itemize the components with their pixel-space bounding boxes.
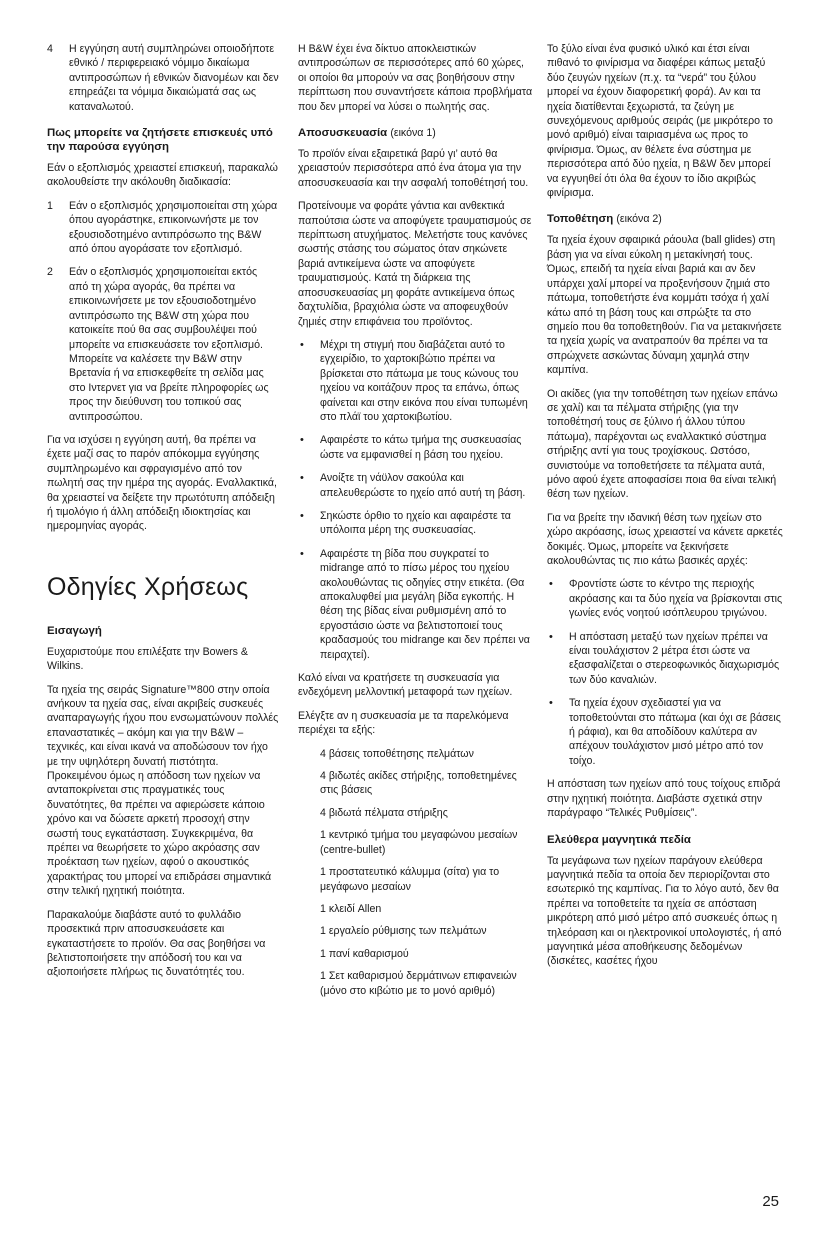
figure-reference: (εικόνα 1): [390, 127, 436, 140]
bullet-icon: •: [300, 509, 304, 522]
list-item: [547, 630, 783, 688]
bullet-icon: •: [549, 630, 553, 643]
list-item: [298, 433, 533, 462]
contents-item: 4 βάσεις τοποθέτησης πελμάτων: [320, 747, 474, 760]
unpack-paragraph: Προτείνουμε να φοράτε γάντια και ανθεκτικά παπούτσια ώστε να αποφύγετε τραυματισμούς σε περίπτωση ατυχήματος. Μελετήστε τους κανόνες σωστής στάσης του σώματος όταν σηκώνετε βαριά αντικείμενα ώστε να αποφύγετε τραυματισμούς. Κατά τη διάρκεια της αποσυσκευασίας μη φοράτε αντικείμενα όπως δαχτυλίδια, βραχιόλια ώστε να αποφευχθούν ζημιές στην επιφάνεια του προϊόντος.: [298, 200, 532, 328]
unpack-steps: [298, 338, 533, 662]
bullet-icon: •: [300, 547, 304, 560]
list-item-text: Τα ηχεία έχουν σχεδιαστεί για να τοποθετούνται στο πάτωμα (και όχι σε βάσεις ή ράφια), και θα αποδίδουν καλύτερα αν απέχουν τουλάχιστον μισό μέτρο από τον τοίχο.: [569, 697, 781, 767]
contents-item: 1 κεντρικό τμήμα του μεγαφώνου μεσαίων (centre-bullet): [320, 829, 518, 856]
keep-packaging-paragraph: Καλό είναι να κρατήσετε τη συσκευασία για ενδεχόμενη μελλοντική μεταφορά των ηχείων.: [298, 672, 513, 699]
network-paragraph: Η B&W έχει ένα δίκτυο αποκλειστικών αντιπροσώπων σε περισσότερες από 60 χώρες, οι οποίοι θα μπορούν να σας βοηθήσουν στην περίπτωση που συναντήσετε κάποια προβλήματα που δεν μπορεί να λύσει ο πωλητής σας.: [298, 43, 533, 113]
placement-paragraph: Τα ηχεία έχουν σφαιρικά ράουλα (ball glides) στη βάση για να είναι εύκολη η μετακίνησή τους. Όμως, επειδή τα ηχεία είναι βαριά και αν δεν υπάρχει χαλί μπορεί να προξενήσουν ζημιά στο πάτωμα, τοποθετήστε ένα κομμάτι τσόχα ή χαλί κάτω από τη βάση τους και σπρώξτε τα στο σημείο που θα τοποθετηθούν. Για να μετακινήσετε τα ηχεία χωρίς να ανατραπούν θα πρέπει να τα σπρώχνετε ασκώντας δύναμη χαμηλά στην καμπίνα.: [547, 234, 782, 377]
step-text: Εάν ο εξοπλισμός χρησιμοποιείται εκτός από τη χώρα αγοράς, θα πρέπει να επικοινωνήσετε με τον εξουσιοδοτημένο αντιπρόσωπο της B&W στη χώρα που κατοικείτε πού θα σας συμβουλέψει πού μπορείτε να επισκευάσετε τον εξοπλισμό. Μπορείτε να καλέσετε την B&W στην Βρετανία ή να επισκεφθείτε τη σελίδα μας στο Ιντερνετ για να βρείτε πληροφορίες ως προς την διεύθυνση του τοπικού σας αντιπροσώπου.: [69, 266, 269, 423]
list-item: [547, 696, 783, 768]
placement-paragraph: Για να βρείτε την ιδανική θέση των ηχείων στο χώρο ακρόασης, ίσως χρειαστεί να κάνετε αρκετές δοκιμές. Όμως, μπορείτε να ξεκινήσετε ακολουθώντας τις πιο κάτω βασικές αρχές:: [547, 511, 783, 567]
warranty-note: Για να ισχύσει η εγγύηση αυτή, θα πρέπει να έχετε μαζί σας το παρόν απόκομμα εγγύησης συμπληρωμένο και σφραγισμένο από τον πωλητή σας την ημέρα της αγοράς. Εναλλακτικά, θα χρειαστεί να δείξετε την πρωτότυπη απόδειξη ή τιμολόγιο ή άλλη απόδειξη ιδιοκτησίας και ημερομηνίας αγοράς.: [47, 433, 277, 533]
distance-paragraph: Η απόσταση των ηχείων από τους τοίχους επιδρά στην ηχητική ποιότητα. Διαβάστε σχετικά στην παράγραφο “Τελικές Ρυθμίσεις”.: [547, 778, 781, 820]
bullet-icon: •: [549, 697, 553, 710]
magnetic-paragraph: Τα μεγάφωνα των ηχείων παράγουν ελεύθερα μαγνητικά πεδία τα οποία δεν περιορίζονται στο εσωτερικό της καμπίνας. Για το λόγο αυτό, δεν θα πρέπει να τοποθετείτε τα ηχεία σε απόσταση μικρότερη από μισό μέτρο από συσκευές όπως η τηλεόραση και οι ηλεκτρονικοί υπολογιστές, ή από μαγνητικά μέσα αποθήκευσης δεδομένων (δισκέτες, κασέτες ήχου: [547, 854, 782, 968]
column-left: [47, 42, 279, 989]
warranty-item-4: [47, 42, 279, 114]
list-item: [547, 577, 783, 620]
step-number: 1: [47, 199, 53, 212]
contents-item: 1 κλειδί Allen: [320, 902, 382, 915]
list-item-text: Ανοίξτε τη νάϋλον σακούλα και απελευθερώστε το ηχείο από αυτή τη βάση.: [320, 472, 526, 499]
bullet-icon: •: [300, 338, 304, 351]
list-item-text: Σηκώστε όρθιο το ηχείο και αφαιρέστε τα υπόλοιπα μέρη της συσκευασίας.: [320, 509, 511, 537]
step-number: 2: [47, 266, 53, 279]
step-text: Εάν ο εξοπλισμός χρησιμοποιείται στη χώρα όπου αγοράστηκε, επικοινωνήστε με τον εξουσιοδοτημένο αντιπρόσωπο της B&W από όπου αγοράσατε τον εξοπλισμό.: [69, 199, 278, 256]
column-middle: [298, 42, 533, 1006]
placement-heading-text: Τοποθέτηση: [547, 213, 614, 226]
list-item: [298, 509, 533, 538]
unpack-heading: [298, 126, 533, 140]
repair-steps: [47, 199, 279, 424]
list-item-text: Η απόσταση μεταξύ των ηχείων πρέπει να είναι τουλάχιστον 2 μέτρα έτσι ώστε να εξασφαλίζεται ο στερεοφωνικός διαχωρισμός των δύο καναλιών.: [569, 630, 780, 686]
intro-paragraph: Τα ηχεία της σειράς Signature™800 στην οποία ανήκουν τα ηχεία σας, είναι ακριβείς συσκευές αναπαραγωγής ήχου που ενσωματώνουν πολλές επαναστατικές – ακόμη και για την B&W – τεχνικές, και είναι ικανά να αποδώσουν τον ήχο με την υψηλότερη δυνατή πιστότητα. Προκειμένου όμως η απόδοση των ηχείων να ανταποκρίνεται στις πραγματικές τους δυνατότητες, θα πρέπει να αφιερώσετε κάποιο χρόνο και να δώσετε αρκετή προσοχή στην σωστή τους εγκατάσταση. Συγκεκριμένα, θα πρέπει να θεωρήσετε το χώρο ακρόασης σαν προέκταση των ηχείων, αφού ο ακουστικός χαρακτήρας του μπορεί να επιδράσει σημαντικά στην τελική ηχητική ποιότητα.: [47, 683, 279, 898]
contents-item: 4 βιδωτές ακίδες στήριξης, τοποθετημένες στις βάσεις: [320, 770, 517, 797]
bullet-icon: •: [549, 578, 553, 591]
unpack-paragraph: Το προϊόν είναι εξαιρετικά βαρύ γι’ αυτό θα χρειαστούν περισσότερα από ένα άτομα για την αποσυσκευασία και την ασφαλή τοποθέτησή του.: [298, 148, 529, 189]
intro-paragraph: Ευχαριστούμε που επιλέξατε την Bowers & Wilkins.: [47, 645, 248, 673]
page-number: 25: [762, 1193, 779, 1210]
list-item: [298, 547, 533, 662]
column-right: [547, 42, 783, 978]
list-item-text: Μέχρι τη στιγμή που διαβάζεται αυτό το εγχειρίδιο, το χαρτοκιβώτιο πρέπει να βρίσκεται στο πάτωμα με τους κώνους του ηχείου να κοιτάζουν προς τα επάνω, όπως φαίνεται και στην εικόνα που είναι τυπωμένη στο πλάϊ του χαρτοκιβωτίου.: [320, 338, 528, 423]
list-item: [298, 338, 533, 424]
intro-heading: Εισαγωγή: [47, 624, 102, 637]
contents-item: 1 εργαλείο ρύθμισης των πελμάτων: [320, 925, 487, 938]
list-item-text: Αφαιρέστε τη βίδα που συγκρατεί το midrange από το πίσω μέρος του ηχείου ακολουθώντας τις οδηγίες στην ετικέτα. (Θα αποκαλυφθεί μια μεγάλη βίδα εγκοπής. Η θέση της βίδας είναι ρυθμισμένη από το εργοστάσιο ώστε να βελτιστοποιεί τους κραδασμούς του midrange και δεν πρέπει να πειραχτεί).: [320, 547, 530, 661]
wood-paragraph: Το ξύλο είναι ένα φυσικό υλικό και έτσι είναι πιθανό το φινίρισμα να διαφέρει κάπως μεταξύ δύο ζευγών ηχείων (π.χ. τα “νερά” του ξύλου μπορεί να έχουν διαφορετική φορά). Αν και τα ηχεία διατίθενται ξεχωριστά, τα ζεύγη με συνεχόμενους αριθμούς σειράς (με μικρότερο το μονό αριθμό) είναι ταιριασμένα ως προς το φινίρισμα. Όμως, αν θέλετε ένα σύστημα με περισσότερα από δύο ηχεία, η B&W δεν μπορεί να εγγυηθεί ότι όλα θα έχουν το ίδιο ακριβώς φινίρισμα.: [547, 43, 773, 200]
contents-item: 1 Σετ καθαρισμού δερμάτινων επιφανειών (μόνο στο κιβώτιο με το μονό αριθμό): [320, 970, 517, 997]
list-item-text: Αφαιρέστε το κάτω τμήμα της συσκευασίας ώστε να εμφανισθεί η βάση του ηχείου.: [320, 434, 522, 461]
repair-intro: Εάν ο εξοπλισμός χρειαστεί επισκευή, παρακαλώ ακολουθείστε την ακόλουθη διαδικασία:: [47, 162, 278, 189]
list-item: [298, 471, 533, 500]
repair-heading: Πως μπορείτε να ζητήσετε επισκευές υπό την παρούσα εγγύηση: [47, 127, 273, 154]
item-number: 4: [47, 43, 53, 55]
list-item-text: Φροντίστε ώστε το κέντρο της περιοχής ακρόασης και τα δύο ηχεία να βρίσκονται στις γωνίες ενός νοητού ισόπλευρου τριγώνου.: [569, 578, 783, 620]
repair-step: [47, 265, 279, 423]
placement-heading: [547, 212, 783, 226]
check-contents-paragraph: Ελέγξτε αν η συσκευασία με τα παρελκόμενα περιέχει τα εξής:: [298, 709, 509, 737]
figure-reference: (εικόνα 2): [616, 213, 662, 226]
magnetic-heading: Ελεύθερα μαγνητικά πεδία: [547, 833, 691, 846]
manual-title: Οδηγίες Χρήσεως: [47, 572, 249, 601]
unpack-heading-text: Αποσυσκευασία: [298, 127, 388, 140]
repair-step: [47, 199, 279, 257]
placement-paragraph: Οι ακίδες (για την τοποθέτηση των ηχείων επάνω σε χαλί) και τα πέλματα στήριξης (για την τοποθέτησή τους σε ξύλινο ή άλλου τύπου πάτωμα), παρέχονται ως εναλλακτικό σύστημα στήριξης αντί για τους τροχίσκους. Ωστόσο, συνιστούμε να τοποθετήσετε τα πέλματα αυτά, μόνο αφού έχετε αποφασίσει ποια θα είναι τελική θέση των ηχείων.: [547, 387, 778, 501]
bullet-icon: •: [300, 434, 304, 447]
placement-guidelines: [547, 577, 783, 768]
contents-item: 4 βιδωτά πέλματα στήριξης: [320, 806, 448, 819]
warranty-item-list: [47, 42, 279, 114]
bullet-icon: •: [300, 472, 304, 485]
item-text: Η εγγύηση αυτή συμπληρώνει οποιοδήποτε εθνικό / περιφερειακό νόμιμο δικαίωμα αντιπροσώπων ή εθνικών διανομέων και δεν επηρεάζει τα νόμιμα δικαιώματά σας ως καταναλωτού.: [69, 43, 279, 113]
intro-paragraph: Παρακαλούμε διαβάστε αυτό το φυλλάδιο προσεκτικά πριν αποσυσκευάσετε και εγκαταστήσετε το προϊόν. Θα σας βοηθήσει να βελτιστοποιήσετε την απόδοσή του και να αξιοποιήσετε πλήρως τις δυνατότητές του.: [47, 908, 266, 979]
contents-item: 1 πανί καθαρισμού: [320, 947, 409, 960]
contents-item: 1 προστατευτικό κάλυμμα (σίτα) για το μεγάφωνο μεσαίων: [320, 866, 500, 893]
contents-list: [298, 747, 533, 998]
